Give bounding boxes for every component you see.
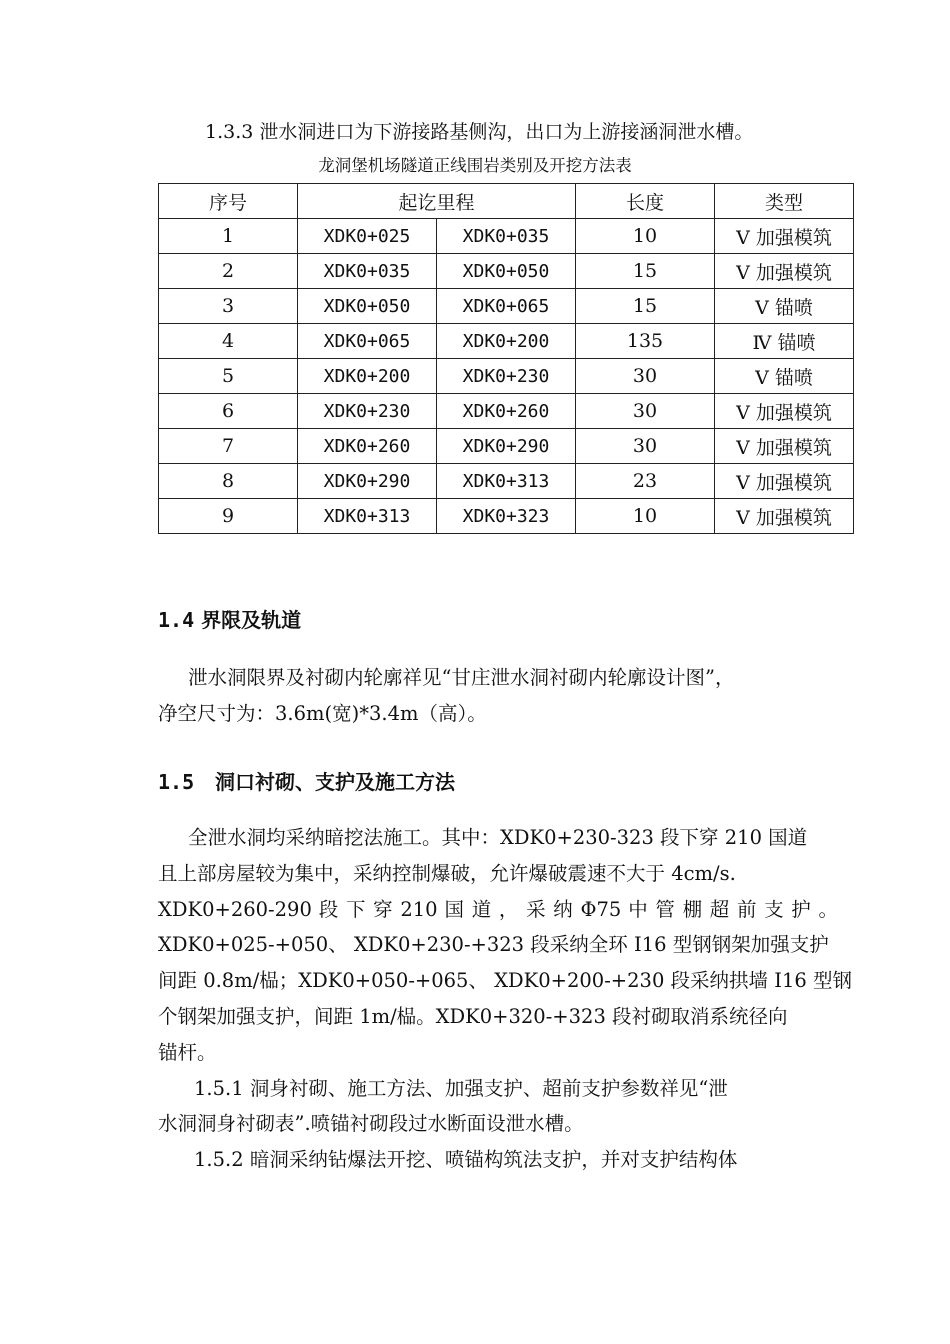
paragraph-line: XDK0+025-+050、 XDK0+230-+323 段采纳全环 I16 型钢钢架加强支护 — [158, 933, 829, 957]
section-1-4-heading — [158, 604, 301, 633]
cell-length: 30 — [576, 429, 715, 464]
paragraph-line: 全泄水洞均采纳暗挖法施工。其中：XDK0+230-323 段下穿 210 国道 — [188, 826, 808, 849]
cell-length: 23 — [576, 464, 715, 499]
table-row — [159, 219, 854, 254]
cell-type: Ⅴ 加强模筑 — [715, 219, 854, 254]
paragraph-line: 个钢架加强支护，间距 1m/榀。XDK0+320-+323 段衬砌取消系统径向 — [158, 1004, 788, 1028]
cell-chainage-start: XDK0+050 — [298, 289, 437, 324]
cell-chainage-end: XDK0+200 — [437, 324, 576, 359]
cell-seq: 3 — [159, 289, 298, 324]
table-row — [159, 464, 854, 499]
section-title: 洞口衬砌、支护及施工方法 — [215, 770, 456, 794]
cell-chainage-start: XDK0+313 — [298, 499, 437, 534]
cell-seq: 4 — [159, 324, 298, 359]
table-caption: 龙洞堡机场隧道正线围岩类别及开挖方法表 — [318, 156, 632, 175]
cell-length: 30 — [576, 359, 715, 394]
intro-paragraph: 1.3.3 泄水洞进口为下游接路基侧沟，出口为上游接涵洞泄水槽。 — [205, 121, 754, 143]
cell-chainage-end: XDK0+313 — [437, 464, 576, 499]
paragraph-line: XDK0+260-290 段 下 穿 210 国 道 ， 采 纳 Φ75 中 管 棚 超 前 支 护 。 — [158, 897, 838, 921]
cell-seq: 9 — [159, 499, 298, 534]
cell-seq: 1 — [159, 219, 298, 254]
cell-chainage-start: XDK0+260 — [298, 429, 437, 464]
paragraph-line: 净空尺寸为：3.6m(宽)*3.4m（高）。 — [158, 701, 487, 725]
table-row — [159, 359, 854, 394]
table-row — [159, 254, 854, 289]
cell-seq: 2 — [159, 254, 298, 289]
paragraph-line: 水洞洞身衬砌表”.喷锚衬砌段过水断面设泄水槽。 — [158, 1112, 584, 1136]
paragraph-line: 1.5.1 洞身衬砌、施工方法、加强支护、超前支护参数祥见“泄 — [194, 1076, 728, 1100]
cell-type: Ⅴ 加强模筑 — [715, 499, 854, 534]
paragraph-line: 泄水洞限界及衬砌内轮廓祥见“甘庄泄水洞衬砌内轮廓设计图”， — [188, 666, 735, 689]
cell-chainage-start: XDK0+025 — [298, 219, 437, 254]
cell-length: 15 — [576, 254, 715, 289]
section-title: 界限及轨道 — [201, 608, 302, 632]
table-row — [159, 289, 854, 324]
cell-chainage-end: XDK0+050 — [437, 254, 576, 289]
cell-length: 135 — [576, 324, 715, 359]
paragraph-line: 间距 0.8m/榀；XDK0+050-+065、 XDK0+200-+230 段采纳拱墙 I16 型钢 — [158, 969, 852, 993]
section-number: 1.4 — [158, 608, 195, 632]
table-row — [159, 499, 854, 534]
cell-seq: 5 — [159, 359, 298, 394]
cell-chainage-start: XDK0+230 — [298, 394, 437, 429]
cell-type: Ⅴ 加强模筑 — [715, 429, 854, 464]
cell-seq: 8 — [159, 464, 298, 499]
paragraph-line: 锚杆。 — [158, 1040, 217, 1064]
cell-length: 10 — [576, 219, 715, 254]
section-1-5-body — [158, 820, 852, 1178]
cell-seq: 6 — [159, 394, 298, 429]
table-header-row — [159, 184, 854, 219]
table-row — [159, 324, 854, 359]
header-seq: 序号 — [159, 184, 298, 219]
section-number: 1.5 — [158, 770, 195, 794]
cell-type: Ⅴ 加强模筑 — [715, 254, 854, 289]
section-1-5-heading — [158, 766, 455, 795]
cell-chainage-end: XDK0+230 — [437, 359, 576, 394]
table-row — [159, 394, 854, 429]
cell-type: Ⅳ 锚喷 — [715, 324, 854, 359]
header-chainage: 起讫里程 — [298, 184, 576, 219]
cell-length: 30 — [576, 394, 715, 429]
header-type: 类型 — [715, 184, 854, 219]
section-1-4-body — [158, 660, 838, 732]
paragraph-line: 1.5.2 暗洞采纳钻爆法开挖、喷锚构筑法支护，并对支护结构体 — [194, 1148, 738, 1172]
rock-class-table — [158, 183, 854, 534]
table-row — [159, 429, 854, 464]
paragraph-line: 且上部房屋较为集中，采纳控制爆破，允许爆破震速不大于 4cm/s. — [158, 861, 736, 885]
cell-type: Ⅴ 锚喷 — [715, 289, 854, 324]
cell-chainage-start: XDK0+200 — [298, 359, 437, 394]
cell-length: 10 — [576, 499, 715, 534]
cell-chainage-end: XDK0+290 — [437, 429, 576, 464]
cell-chainage-start: XDK0+035 — [298, 254, 437, 289]
cell-seq: 7 — [159, 429, 298, 464]
cell-chainage-end: XDK0+260 — [437, 394, 576, 429]
cell-chainage-start: XDK0+065 — [298, 324, 437, 359]
cell-type: Ⅴ 加强模筑 — [715, 394, 854, 429]
cell-length: 15 — [576, 289, 715, 324]
cell-chainage-start: XDK0+290 — [298, 464, 437, 499]
cell-type: Ⅴ 锚喷 — [715, 359, 854, 394]
header-length: 长度 — [576, 184, 715, 219]
cell-chainage-end: XDK0+035 — [437, 219, 576, 254]
cell-chainage-end: XDK0+323 — [437, 499, 576, 534]
cell-chainage-end: XDK0+065 — [437, 289, 576, 324]
cell-type: Ⅴ 加强模筑 — [715, 464, 854, 499]
